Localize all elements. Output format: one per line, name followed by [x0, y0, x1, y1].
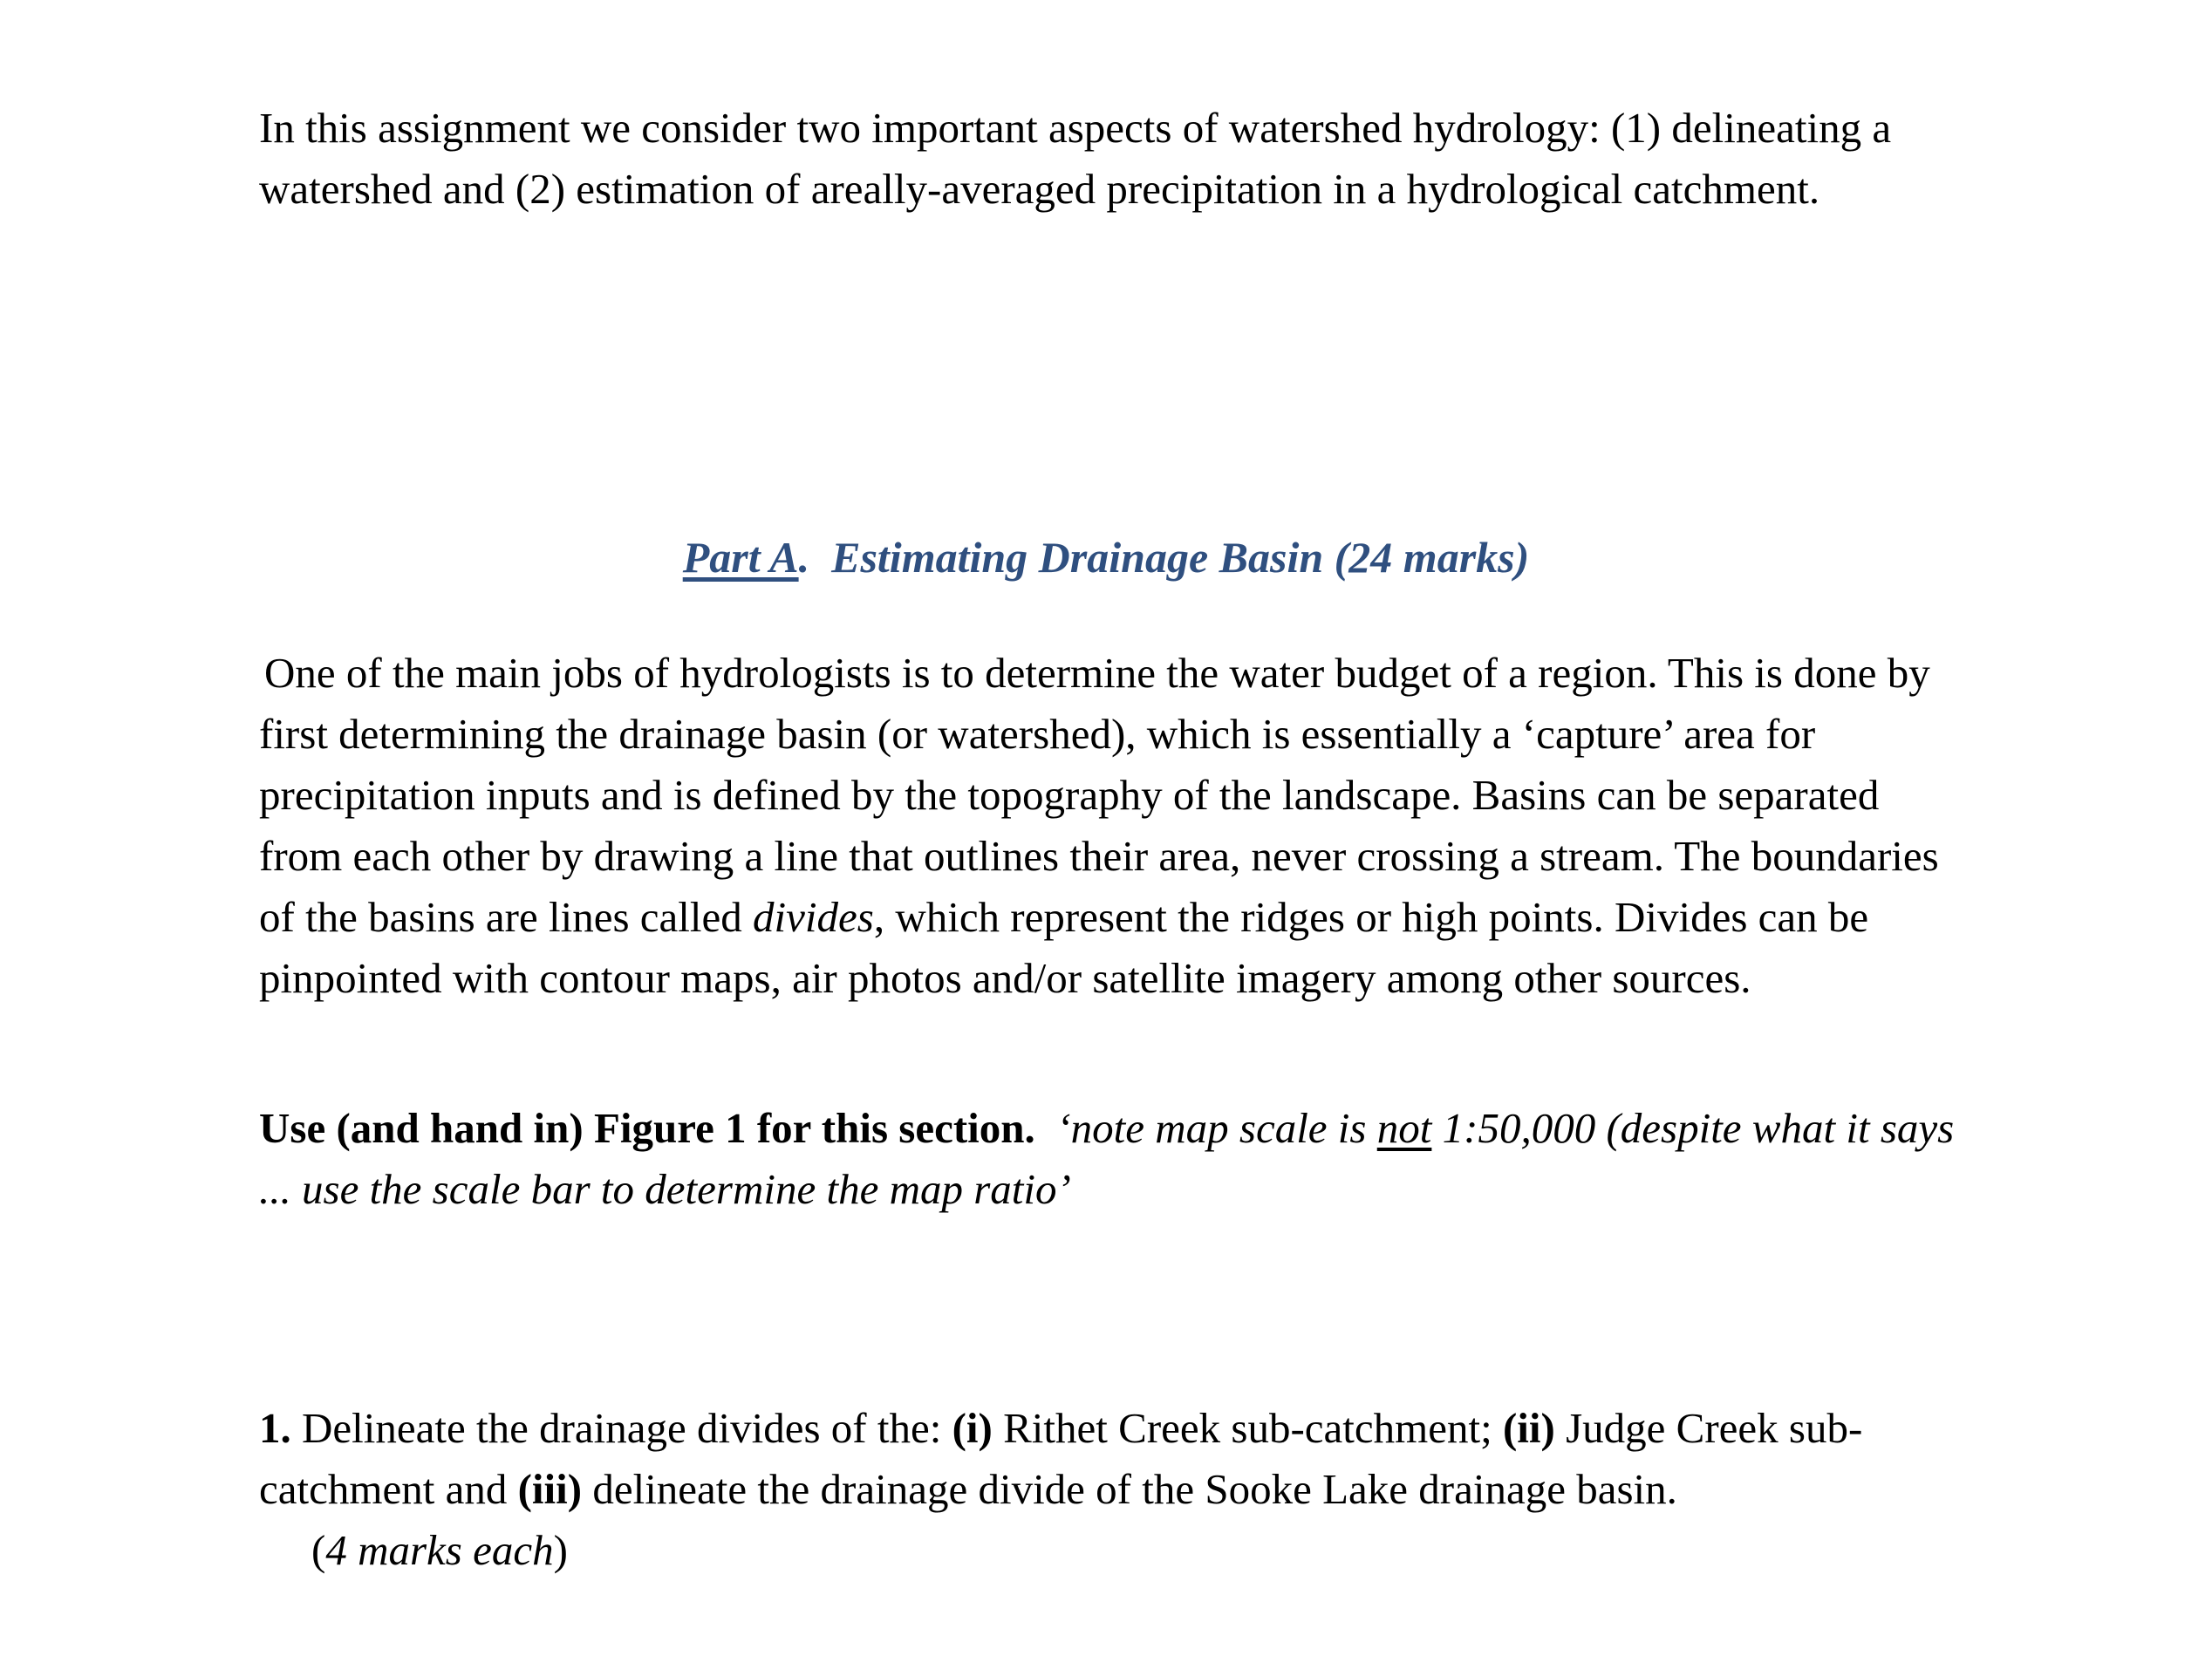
body-text-start: One of the main jobs of hydrologists is to determine the water budget of a region. This is done by first determining the drainage basin (or watershed), which is essentially a ‘capture’ area for precipitation inputs and is defined by the topography of the landscape. Basins can be separated from each other by drawing a line that outlines their area, never crossing a stream. The boundaries of the basins are lines called [259, 649, 1939, 941]
item-ii-label: (ii) [1502, 1404, 1555, 1452]
item-ii-text: Judge Creek sub-catchment and [259, 1404, 1863, 1513]
item-iii-text: delineate the drainage divide of the Sooke Lake drainage basin. [582, 1465, 1677, 1513]
scale-note-end: 1:50,000 (despite what it says ... use the scale bar to determine the map ratio’ [259, 1104, 1955, 1213]
part-a-label: Part A [682, 533, 799, 582]
intro-paragraph: In this assignment we consider two important aspects of watershed hydrology: (1) delineating a watershed and (2) estimation of areally-averaged precipitation in a hydrological catchment. [259, 104, 1892, 213]
marks-open: ( [311, 1526, 326, 1574]
question-1-text [259, 1398, 1969, 1520]
question-intro: Delineate the drainage divides of the: [290, 1404, 952, 1452]
question-number: 1. [259, 1404, 291, 1452]
scale-note-start: ‘note map scale is [1056, 1104, 1377, 1152]
divides-term: divides [753, 893, 874, 941]
body-text-end: , which represent the ridges or high points. Divides can be pinpointed with contour maps, air photos and/or satellite imagery among other sources. [259, 893, 1869, 1002]
body-paragraph [259, 643, 1969, 1009]
part-a-dot: . [798, 533, 810, 582]
item-i-label: (i) [952, 1404, 993, 1452]
marks-close: ) [553, 1526, 568, 1574]
question-1 [259, 1398, 1969, 1581]
item-iii-label: (iii) [517, 1465, 583, 1513]
marks-text: 4 marks each [325, 1526, 554, 1574]
instruction-paragraph [259, 1098, 1969, 1220]
question-marks [259, 1520, 1969, 1581]
instruction-bold: Use (and hand in) Figure 1 for this section. [259, 1104, 1035, 1152]
part-a-heading [0, 527, 2212, 588]
scale-note-not: not [1376, 1104, 1432, 1152]
item-i-text: Rithet Creek sub-catchment; [992, 1404, 1503, 1452]
part-a-title: Estimating Drainage Basin (24 marks) [831, 533, 1530, 582]
